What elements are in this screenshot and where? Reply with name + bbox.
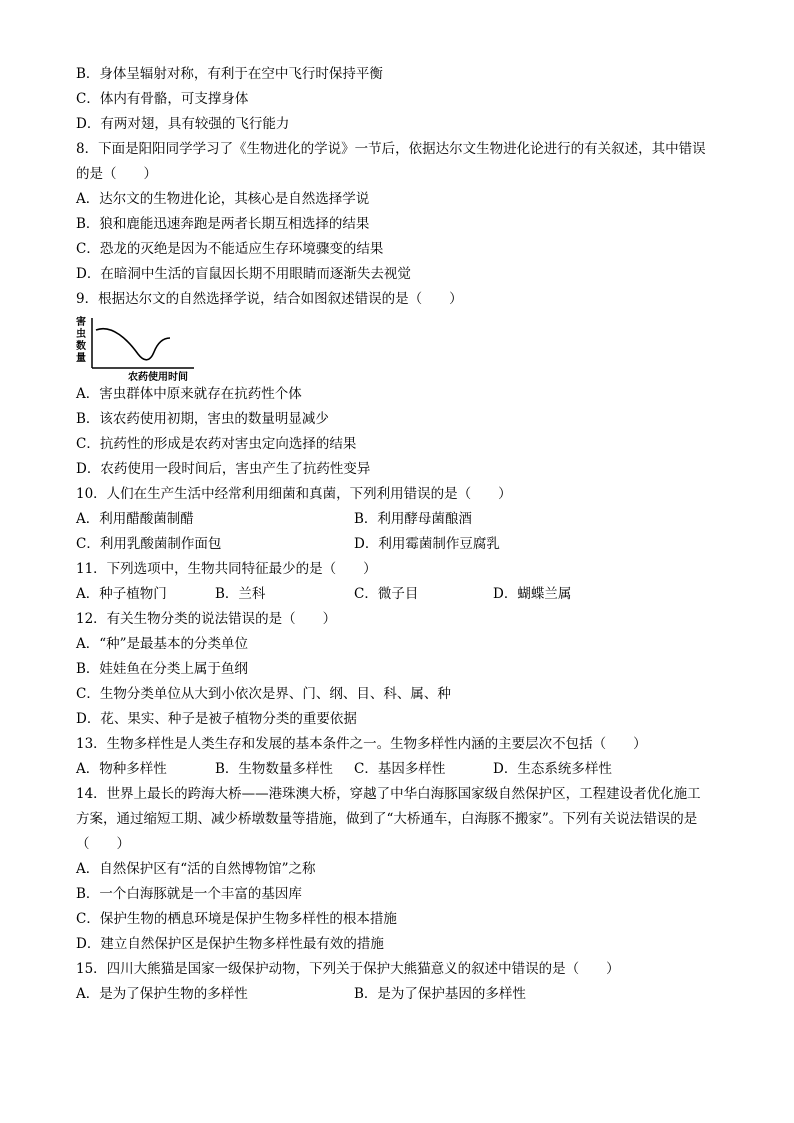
q12-option-d: D．花、果实、种子是被子植物分类的重要依据 (76, 711, 357, 727)
question-list (76, 62, 736, 1007)
q14-option-b: B．一个白海豚就是一个丰富的基因库 (76, 886, 302, 902)
q10-option-a: A．利用醋酸菌制醋 (76, 511, 194, 527)
q10-option-c: C．利用乳酸菌制作面包 (76, 536, 222, 552)
y-label-char-1: 害 (76, 317, 86, 328)
q10-stem: 10．人们在生产生活中经常利用细菌和真菌，下列利用错误的是（ ） (76, 486, 512, 502)
q11-option-b: B．兰科 (215, 586, 266, 602)
q8-option-b: B．狼和鹿能迅速奔跑是两者长期互相选择的结果 (76, 216, 370, 232)
q8-stem-line2: 的是（ ） (76, 166, 157, 182)
q13-stem: 13．生物多样性是人类生存和发展的基本条件之一。生物多样性内涵的主要层次不包括（ ） (76, 736, 647, 752)
q9-figure (76, 312, 736, 382)
q10-option-b: B．利用酵母菌酿酒 (354, 511, 472, 527)
q9-option-a: A．害虫群体中原来就存在抗药性个体 (76, 386, 302, 402)
y-label-char-3: 数 (76, 341, 86, 352)
q14-option-a: A．自然保护区有“活的自然博物馆”之称 (76, 861, 316, 877)
q14-option-d: D．建立自然保护区是保护生物多样性最有效的措施 (76, 936, 384, 952)
q9-option-c: C．抗药性的形成是农药对害虫定向选择的结果 (76, 436, 357, 452)
q14-option-c: C．保护生物的栖息环境是保护生物多样性的根本措施 (76, 911, 397, 927)
q15-option-b: B．是为了保护基因的多样性 (354, 986, 526, 1002)
q9-option-d: D．农药使用一段时间后，害虫产生了抗药性变异 (76, 461, 371, 477)
pest-population-graph (76, 314, 206, 382)
q8-stem-line1: 8．下面是阳阳同学学习了《生物进化的学说》一节后，依据达尔文生物进化论进行的有关叙述，其中错误 (76, 141, 706, 157)
q9-option-b: B．该农药使用初期，害虫的数量明显减少 (76, 411, 329, 427)
q8-option-c: C．恐龙的灭绝是因为不能适应生存环境骤变的结果 (76, 241, 384, 257)
q11-options (76, 582, 736, 607)
q8-option-d: D．在暗洞中生活的盲鼠因长期不用眼睛而逐渐失去视觉 (76, 266, 411, 282)
population-curve (96, 329, 170, 360)
y-label-char-2: 虫 (76, 329, 86, 340)
q9-stem: 9．根据达尔文的自然选择学说，结合如图叙述错误的是（ ） (76, 291, 463, 307)
q12-option-b: B．娃娃鱼在分类上属于鱼纲 (76, 661, 248, 677)
q12-option-c: C．生物分类单位从大到小依次是界、门、纲、目、科、属、种 (76, 686, 451, 702)
q8-option-a: A．达尔文的生物进化论，其核心是自然选择学说 (76, 191, 370, 207)
x-axis-label: 农药使用时间 (128, 372, 188, 382)
q7-option-c: C．体内有骨骼，可支撑身体 (76, 91, 249, 107)
q7-option-b: B．身体呈辐射对称，有利于在空中飞行时保持平衡 (76, 66, 383, 82)
q13-option-a: A．物种多样性 (76, 761, 167, 777)
y-label-char-4: 量 (76, 353, 86, 364)
q12-option-a: A．“种”是最基本的分类单位 (76, 636, 249, 652)
q7-option-d: D．有两对翅，具有较强的飞行能力 (76, 116, 290, 132)
q13-option-c: C．基因多样性 (354, 761, 446, 777)
q13-options (76, 757, 736, 782)
q15-stem: 15．四川大熊猫是国家一级保护动物，下列关于保护大熊猫意义的叙述中错误的是（ ） (76, 961, 620, 977)
q13-option-d: D．生态系统多样性 (493, 761, 612, 777)
q11-stem: 11．下列选项中，生物共同特征最少的是（ ） (76, 561, 377, 577)
q11-option-a: A．种子植物门 (76, 586, 167, 602)
q14-stem-line2: 方案，通过缩短工期、减少桥墩数量等措施，做到了“大桥通车，白海豚不搬家”。下列有关说法错误的是 (76, 811, 698, 827)
q13-option-b: B．生物数量多样性 (215, 761, 333, 777)
q10-options-row1 (76, 507, 736, 532)
q15-option-a: A．是为了保护生物的多样性 (76, 986, 248, 1002)
q10-option-d: D．利用霉菌制作豆腐乳 (354, 536, 500, 552)
q14-stem-line1: 14．世界上最长的跨海大桥——港珠澳大桥，穿越了中华白海豚国家级自然保护区，工程建设者优化施工 (76, 786, 701, 802)
q11-option-d: D．蝴蝶兰属 (493, 586, 572, 602)
q11-option-c: C．微子目 (354, 586, 419, 602)
q14-stem-line3: （ ） (76, 836, 130, 852)
q12-stem: 12．有关生物分类的说法错误的是（ ） (76, 611, 337, 627)
q15-options-row1 (76, 982, 736, 1007)
q10-options-row2 (76, 532, 736, 557)
